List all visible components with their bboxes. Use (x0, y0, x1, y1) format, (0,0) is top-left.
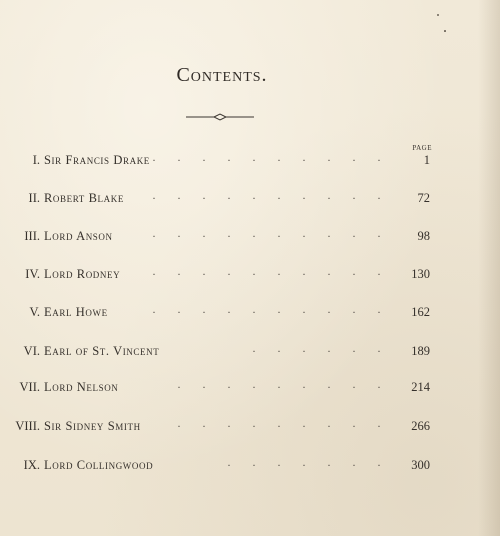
toc-numeral: IV. (25, 267, 40, 281)
toc-numeral: VII. (19, 380, 40, 394)
toc-title: Lord Rodney (44, 267, 121, 281)
toc-page-number: 130 (411, 267, 430, 281)
ornament-rule-icon (186, 113, 254, 121)
toc-numeral: I. (32, 153, 40, 167)
toc-title: Sir Sidney Smith (44, 419, 141, 433)
toc-page-number: 214 (411, 380, 430, 394)
toc-page-number: 266 (411, 419, 430, 433)
toc-numeral: III. (24, 229, 40, 243)
toc-entry[interactable] (0, 305, 430, 325)
page-column-label: PAGE (412, 144, 432, 152)
dot-leader: ·········· (152, 191, 402, 205)
toc-numeral: IX. (23, 458, 40, 472)
toc-numeral: VI. (23, 344, 40, 358)
toc-page-number: 98 (417, 229, 430, 243)
toc-entry[interactable] (0, 380, 430, 400)
page-fold-shadow (478, 0, 500, 536)
toc-page-number: 1 (423, 153, 430, 167)
toc-numeral: II. (28, 191, 40, 205)
toc-page-number: 189 (411, 344, 430, 358)
toc-title: Earl Howe (44, 305, 108, 319)
dot-leader: ·········· (152, 267, 402, 281)
toc-entry[interactable] (0, 419, 430, 439)
toc-page-number: 300 (411, 458, 430, 472)
toc-title: Robert Blake (44, 191, 124, 205)
toc-page-number: 72 (417, 191, 430, 205)
dot-leader: ········· (177, 419, 402, 433)
dot-leader: ······ (252, 344, 402, 358)
toc-entry[interactable] (0, 267, 430, 287)
toc-numeral: VIII. (15, 419, 40, 433)
toc-entry[interactable] (0, 191, 430, 211)
dot-leader: ·········· (152, 305, 402, 319)
toc-title: Sir Francis Drake (44, 153, 150, 167)
toc-title: Lord Nelson (44, 380, 119, 394)
toc-numeral: V. (29, 305, 40, 319)
paper-speck (437, 14, 439, 16)
toc-entry[interactable] (0, 153, 430, 173)
toc-title: Lord Collingwood (44, 458, 154, 472)
toc-title: Earl of St. Vincent (44, 344, 160, 358)
toc-entry[interactable] (0, 344, 430, 364)
page-title: Contents. (176, 64, 268, 86)
dot-leader: ·········· (152, 153, 402, 167)
paper-speck (444, 30, 446, 32)
dot-leader: ········· (177, 380, 402, 394)
toc-entry[interactable] (0, 229, 430, 249)
toc-page-number: 162 (411, 305, 430, 319)
toc-entry[interactable] (0, 458, 430, 478)
dot-leader: ·········· (152, 229, 402, 243)
toc-title: Lord Anson (44, 229, 113, 243)
dot-leader: ······· (227, 458, 402, 472)
